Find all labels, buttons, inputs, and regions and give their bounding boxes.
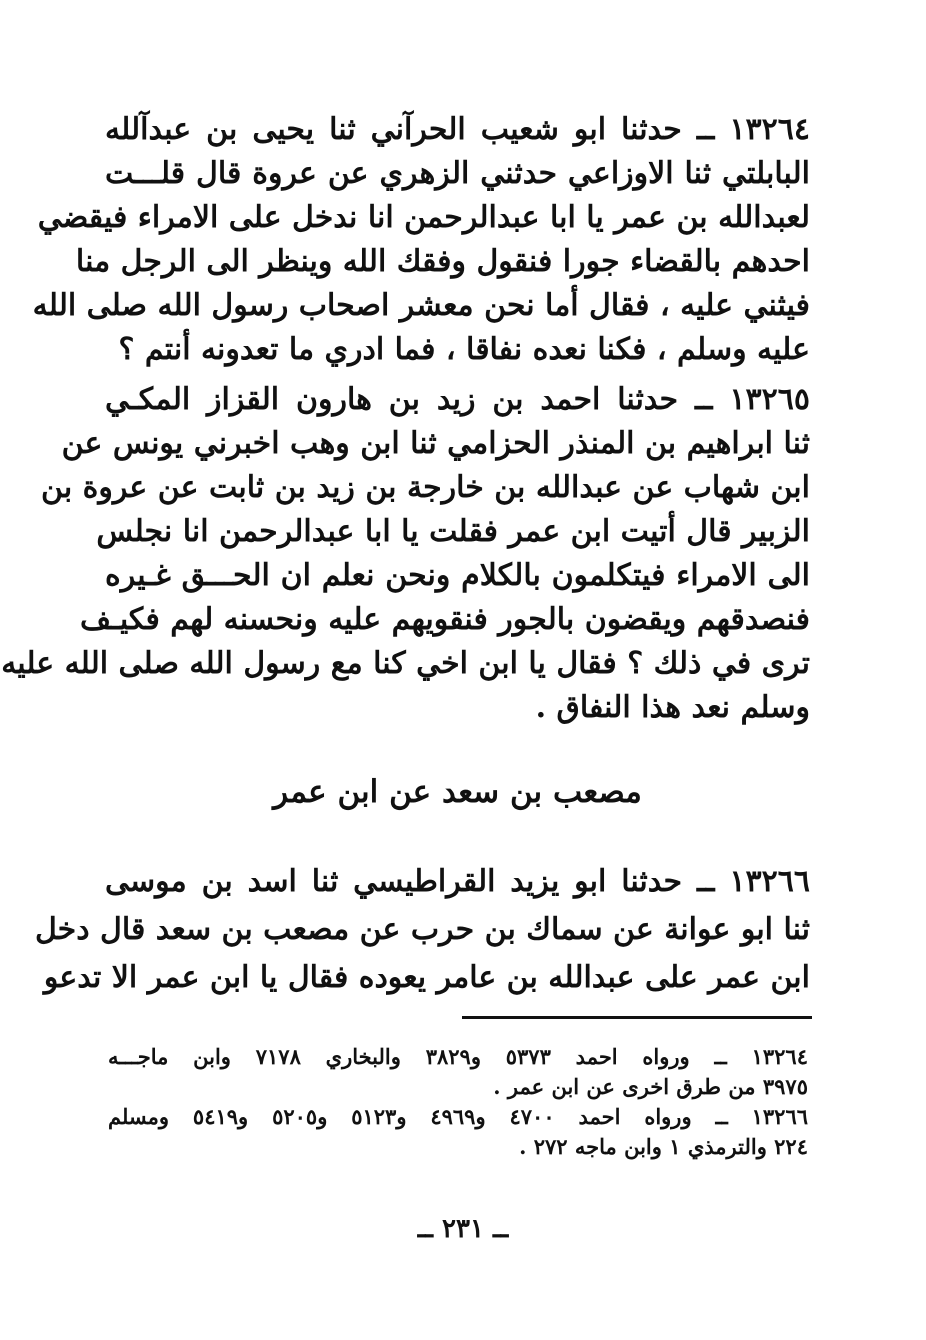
footnote-line: ٣٩٧٥ من طرق اخرى عن ابن عمر . <box>493 1074 808 1099</box>
hadith-13266 <box>34 858 810 1002</box>
footnotes <box>108 1042 808 1162</box>
text-line: ثنا ابراهيم بن المنذر الحزامي ثنا ابن وهب اخبرني يونس عن <box>61 426 810 461</box>
text-line: ترى في ذلك ؟ فقال يا ابن اخي كنا مع رسول الله صلى الله عليه <box>1 646 810 681</box>
text-line: البابلتي ثنا الاوزاعي حدثني الزهري عن عروة قال قلـــت <box>105 156 810 191</box>
footnote-line: ١٣٢٦٦ ــ ورواه احمد ٤٧٠٠ و٤٩٦٩ و٥١٢٣ و٥٢٠٥ و٥٤١٩ ومسلم <box>108 1104 809 1129</box>
text-line: الزبير قال أتيت ابن عمر فقلت يا ابا عبدالرحمن انا نجلس <box>96 514 810 549</box>
text-line: فنصدقهم ويقضون بالجور فنقويهم عليه ونحسنه لهم فكيـف <box>80 602 810 637</box>
text-line: احدهم بالقضاء جورا فنقول وفقك الله وينظر الى الرجل منا <box>75 244 810 279</box>
footnote-line: ١٣٢٦٤ ــ ورواه احمد ٥٣٧٣ و٣٨٢٩ والبخاري ٧١٧٨ وابن ماجـــه <box>108 1044 808 1069</box>
text-line: ثنا ابو عوانة عن سماك بن حرب عن مصعب بن سعد قال دخل <box>34 912 810 947</box>
footnote-line: ٢٢٤ والترمذي ١ وابن ماجه ٢٧٢ . <box>519 1134 808 1159</box>
hadith-13265 <box>1 378 810 730</box>
text-line: الى الامراء فيتكلمون بالكلام ونحن نعلم ان الحـــق غـيره <box>105 558 810 593</box>
page-number: ــ ٢٣١ ــ <box>417 1214 509 1244</box>
section-heading: مصعب بن سعد عن ابن عمر <box>273 774 642 810</box>
text-line: ابن شهاب عن عبدالله بن خارجة بن زيد بن ثابت عن عروة بن <box>41 470 810 505</box>
text-line: ١٣٢٦٥ ــ حدثنا احمد بن زيد بن هارون القزاز المكـي <box>105 382 810 417</box>
text-line: ١٣٢٦٦ ــ حدثنا ابو يزيد القراطيسي ثنا اسد بن موسى <box>105 864 810 899</box>
footnote-divider <box>462 1016 812 1019</box>
text-line: لعبدالله بن عمر يا ابا عبدالرحمن انا ندخل على الامراء فيقضي <box>37 200 810 235</box>
text-line: ابن عمر على عبدالله بن عامر يعوده فقال يا ابن عمر الا تدعو <box>43 960 810 995</box>
text-line: عليه وسلم ، فكنا نعده نفاقا ، فما ادري ما تعدونه أنتم ؟ <box>118 332 810 367</box>
text-line: ١٣٢٦٤ ــ حدثنا ابو شعيب الحرآني ثنا يحيى بن عبدآلله <box>105 112 810 147</box>
hadith-13264 <box>32 108 810 372</box>
text-line: فيثني عليه ، فقال أما نحن معشر اصحاب رسول الله صلى الله <box>32 288 810 323</box>
text-line: وسلم نعد هذا النفاق . <box>535 690 810 725</box>
